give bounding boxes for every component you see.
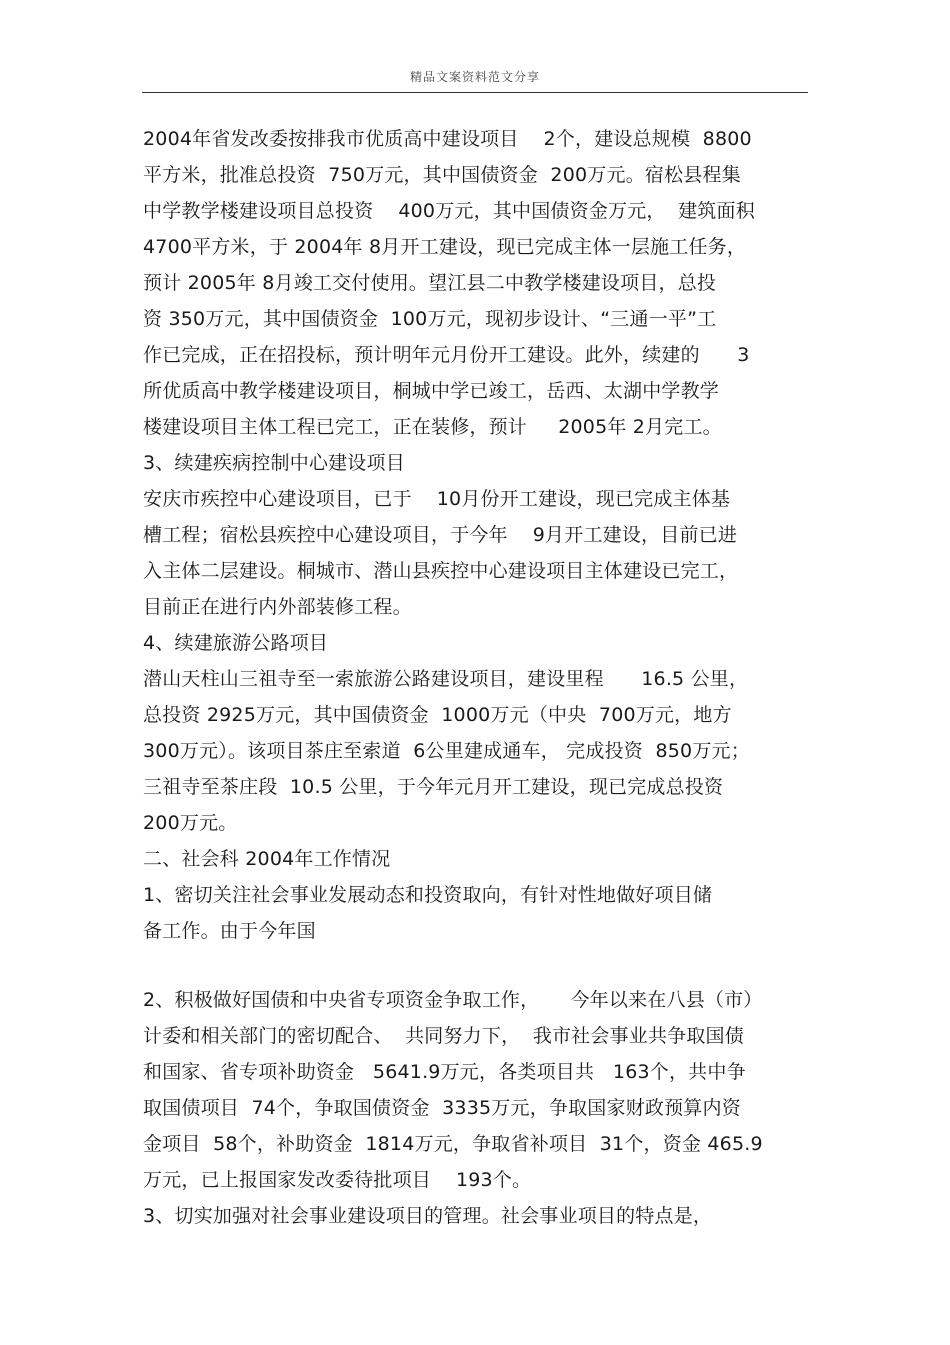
text-line: 楼建设项目主体工程已完工，正在装修，预计 2005年 2月完工。 xyxy=(143,416,722,438)
text-line: 2004年省发改委按排我市优质高中建设项目 2个，建设总规模 8800 xyxy=(143,128,752,150)
text-line: 入主体二层建设。桐城市、潜山县疾控中心建设项目主体建设已完工， xyxy=(143,560,739,582)
document-body xyxy=(143,121,823,1234)
text-line: 取国债项目 74个，争取国债资金 3335万元，争取国家财政预算内资 xyxy=(143,1097,741,1119)
text-block-2 xyxy=(143,982,823,1234)
paragraph-gap xyxy=(143,949,823,982)
text-line: 3、切实加强对社会事业建设项目的管理。社会事业项目的特点是， xyxy=(143,1205,713,1227)
text-line: 金项目 58个，补助资金 1814万元，争取省补项目 31个，资金 465.9 xyxy=(143,1133,763,1155)
section-heading: 4、续建旅游公路项目 xyxy=(143,632,329,654)
text-line: 和国家、省专项补助资金 5641.9万元，各类项目共 163个，共中争 xyxy=(143,1061,746,1083)
text-block-1 xyxy=(143,121,823,949)
section-heading: 3、续建疾病控制中心建设项目 xyxy=(143,452,405,474)
text-line: 200万元。 xyxy=(143,812,238,834)
text-line: 作已完成，正在招投标，预计明年元月份开工建设。此外，续建的 3 xyxy=(143,344,750,366)
text-line: 300万元）。该项目茶庄至索道 6公里建成通车， 完成投资 850万元； xyxy=(143,740,750,762)
text-line: 万元，已上报国家发改委待批项目 193个。 xyxy=(143,1169,532,1191)
text-line: 三祖寺至茶庄段 10.5 公里，于今年元月开工建设，现已完成总投资 xyxy=(143,776,724,798)
text-line: 备工作。由于今年国 xyxy=(143,920,316,942)
text-line: 潜山天柱山三祖寺至一索旅游公路建设项目，建设里程 16.5 公里， xyxy=(143,668,749,690)
text-line: 槽工程；宿松县疾控中心建设项目，于今年 9月开工建设，目前已进 xyxy=(143,524,738,546)
text-line: 2、积极做好国债和中央省专项资金争取工作， 今年以来在八县（市） xyxy=(143,989,763,1011)
header-text: 精品文案资料范文分享 xyxy=(409,70,540,84)
text-line: 总投资 2925万元，其中国债资金 1000万元（中央 700万元，地方 xyxy=(143,704,732,726)
text-line: 资 350万元，其中国债资金 100万元，现初步设计、“三通一平”工 xyxy=(143,308,717,330)
text-line: 平方米，批准总投资 750万元，其中国债资金 200万元。宿松县程集 xyxy=(143,164,741,186)
text-line: 预计 2005年 8月竣工交付使用。望江县二中教学楼建设项目，总投 xyxy=(143,272,717,294)
text-line: 1、密切关注社会事业发展动态和投资取向，有针对性地做好项目储 xyxy=(143,884,713,906)
text-line: 4700平方米，于 2004年 8月开工建设，现已完成主体一层施工任务， xyxy=(143,236,747,258)
text-line: 计委和相关部门的密切配合、 共同努力下， 我市社会事业共争取国债 xyxy=(143,1025,744,1047)
text-line: 所优质高中教学楼建设项目，桐城中学已竣工，岳西、太湖中学教学 xyxy=(143,380,720,402)
text-line: 安庆市疾控中心建设项目，已于 10月份开工建设，现已完成主体基 xyxy=(143,488,731,510)
text-line: 中学教学楼建设项目总投资 400万元，其中国债资金万元， 建筑面积 xyxy=(143,200,755,222)
text-line: 目前正在进行内外部装修工程。 xyxy=(143,596,412,618)
section-heading: 二、社会科 2004年工作情况 xyxy=(143,848,391,870)
page-header xyxy=(142,64,808,93)
